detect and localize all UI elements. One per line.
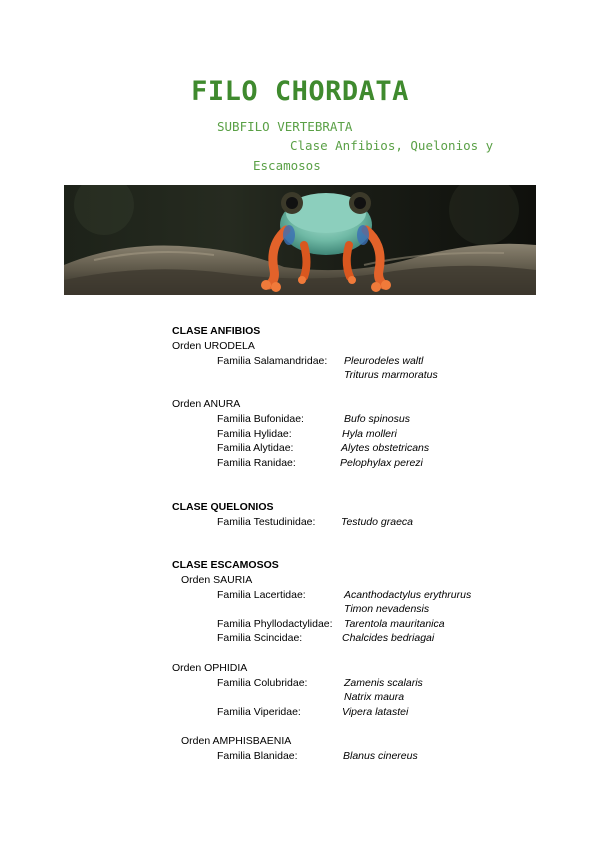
especie-tarentola-mauritanica: Tarentola mauritanica bbox=[344, 618, 445, 630]
clase-escamosos-heading: CLASE ESCAMOSOS bbox=[172, 559, 279, 571]
familia-ranidae: Familia Ranidae: bbox=[217, 457, 296, 469]
especie-bufo-spinosus: Bufo spinosus bbox=[344, 413, 410, 425]
especie-pleurodeles-waltl: Pleurodeles waltl bbox=[344, 355, 424, 367]
page-title: FILO CHORDATA bbox=[191, 76, 409, 107]
clase-anfibios-heading: CLASE ANFIBIOS bbox=[172, 325, 261, 337]
familia-hylidae: Familia Hylidae: bbox=[217, 428, 292, 440]
especie-chalcides-bedriagai: Chalcides bedriagai bbox=[342, 632, 435, 644]
especie-triturus-marmoratus: Triturus marmoratus bbox=[344, 369, 438, 381]
especie-timon-nevadensis: Timon nevadensis bbox=[344, 603, 430, 615]
familia-alytidae: Familia Alytidae: bbox=[217, 442, 294, 454]
especie-alytes-obstetricans: Alytes obstetricans bbox=[341, 442, 430, 454]
familia-scincidae: Familia Scincidae: bbox=[217, 632, 303, 644]
subtitle-subfilo: SUBFILO VERTEBRATA bbox=[217, 119, 353, 134]
especie-hyla-molleri: Hyla molleri bbox=[342, 428, 397, 440]
familia-viperidae: Familia Viperidae: bbox=[217, 706, 301, 718]
familia-phyllodactylidae: Familia Phyllodactylidae: bbox=[217, 618, 333, 630]
orden-urodela: Orden URODELA bbox=[172, 340, 255, 352]
clase-quelonios-heading: CLASE QUELONIOS bbox=[172, 501, 274, 513]
familia-bufonidae: Familia Bufonidae: bbox=[217, 413, 304, 425]
orden-amphisbaenia: Orden AMPHISBAENIA bbox=[181, 735, 292, 747]
especie-zamenis-scalaris: Zamenis scalaris bbox=[344, 677, 423, 689]
orden-anura: Orden ANURA bbox=[172, 398, 241, 410]
orden-sauria: Orden SAURIA bbox=[181, 574, 253, 586]
especie-testudo-graeca: Testudo graeca bbox=[341, 516, 413, 528]
familia-salamandridae: Familia Salamandridae: bbox=[217, 355, 328, 367]
orden-ophidia: Orden OPHIDIA bbox=[172, 662, 248, 674]
especie-acanthodactylus-erythrurus: Acanthodactylus erythrurus bbox=[344, 589, 472, 601]
familia-lacertidae: Familia Lacertidae: bbox=[217, 589, 306, 601]
familia-colubridae: Familia Colubridae: bbox=[217, 677, 308, 689]
subtitle-clases-line2: Escamosos bbox=[253, 158, 321, 173]
especie-natrix-maura: Natrix maura bbox=[344, 691, 405, 703]
familia-blanidae: Familia Blanidae: bbox=[217, 750, 298, 762]
especie-pelophylax-perezi: Pelophylax perezi bbox=[340, 457, 423, 469]
familia-testudinidae: Familia Testudinidae: bbox=[217, 516, 316, 528]
especie-vipera-latastei: Vipera latastei bbox=[342, 706, 409, 718]
especie-blanus-cinereus: Blanus cinereus bbox=[343, 750, 418, 762]
subtitle-clases-line1: Clase Anfibios, Quelonios y bbox=[290, 138, 494, 153]
